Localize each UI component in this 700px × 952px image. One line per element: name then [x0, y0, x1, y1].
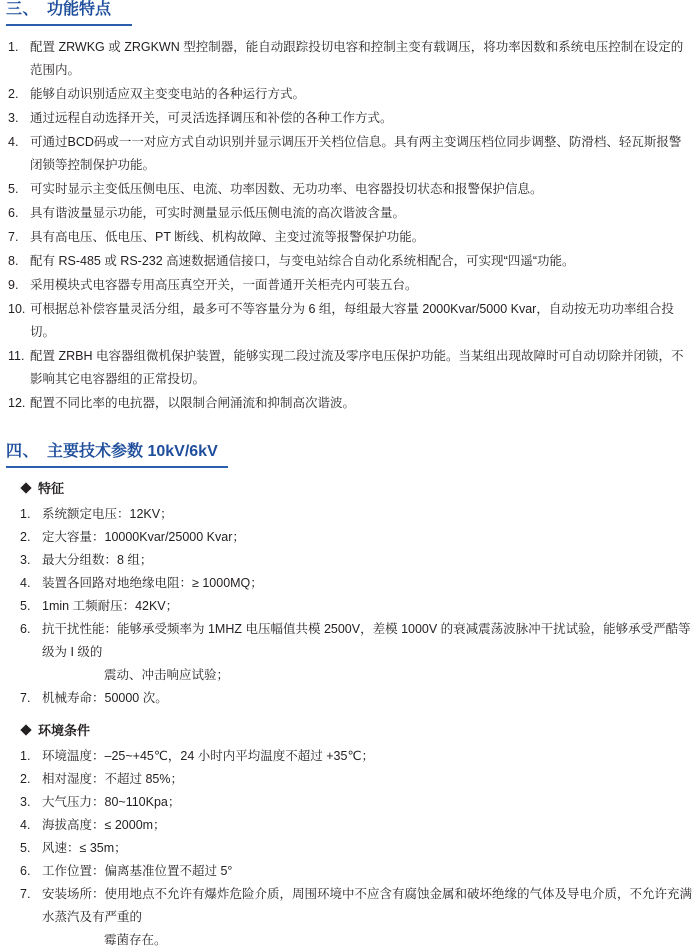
list-item [20, 618, 692, 687]
diamond-bullet-icon [20, 482, 31, 493]
list-item-text: 配有 RS-485 或 RS-232 高速数据通信接口，与变电站综合自动化系统相配合，可实现“四遥“功能。 [30, 254, 575, 268]
list-item-number: 1. [8, 40, 19, 54]
diamond-bullet-icon [20, 724, 31, 735]
list-item-number: 8. [8, 254, 19, 268]
list-item [20, 503, 692, 526]
list-item [20, 883, 692, 952]
list-item-text: 装置各回路对地绝缘电阻：≥ 1000MQ； [42, 576, 263, 590]
list-item-text: 通过远程自动选择开关，可灵活选择调压和补偿的各种工作方式。 [30, 111, 393, 125]
list-item-text: 环境温度：–25~+45℃，24 小时内平均温度不超过 +35℃； [42, 749, 374, 763]
features-list [0, 36, 700, 415]
subsection-heading-environment [0, 720, 700, 739]
list-item-number: 7. [20, 691, 31, 705]
list-item-text: 相对湿度：不超过 85%； [42, 772, 183, 786]
list-item-continuation: 霉菌存在。 [104, 933, 167, 947]
list-item [20, 745, 692, 768]
list-item [20, 860, 692, 883]
list-item-number: 5. [20, 841, 31, 855]
list-item-number: 7. [20, 887, 31, 901]
list-item-number: 5. [20, 599, 31, 613]
list-item-continuation: 震动、冲击响应试验； [104, 668, 230, 682]
list-item-text: 1min 工频耐压：42KV； [42, 599, 179, 613]
section-heading-specs [0, 442, 700, 462]
subsection-title: 环境条件 [38, 723, 91, 738]
list-item-number: 12. [8, 396, 26, 410]
list-item [8, 298, 692, 344]
list-item [8, 274, 692, 297]
list-item [8, 202, 692, 225]
list-item-number: 3. [20, 553, 31, 567]
list-item-text: 抗干扰性能：能够承受频率为 1MHZ 电压幅值共模 2500V，差模 1000V 的衰减震荡波脉冲干扰试验，能够承受严酷等级为 I 级的 [42, 622, 691, 659]
list-item [8, 107, 692, 130]
list-item-text: 机械寿命：50000 次。 [42, 691, 168, 705]
section-gap [0, 416, 700, 442]
list-item-number: 1. [20, 749, 31, 763]
list-item [20, 768, 692, 791]
list-item-number: 5. [8, 182, 19, 196]
section-heading-features [0, 0, 700, 20]
list-item-text: 具有谐波量显示功能，可实时测量显示低压侧电流的高次谐波含量。 [30, 206, 406, 220]
list-item-text: 系统额定电压：12KV； [42, 507, 173, 521]
list-item-number: 2. [20, 530, 31, 544]
list-item-number: 7. [8, 230, 19, 244]
list-item-number: 10. [8, 302, 26, 316]
list-item-number: 4. [8, 135, 19, 149]
list-item [20, 687, 692, 710]
list-item-text: 安装场所：使用地点不允许有爆炸危险介质，周围环境中不应含有腐蚀金属和破坏绝缘的气体及导电介质，不允许充满水蒸汽及有严重的 [42, 887, 693, 924]
list-item-text: 定大容量：10000Kvar/25000 Kvar； [42, 530, 245, 544]
list-item-number: 4. [20, 576, 31, 590]
list-item-text: 配置不同比率的电抗器，以限制合闸涌流和抑制高次谐波。 [30, 396, 356, 410]
list-item-text: 海拔高度：≤ 2000m； [42, 818, 166, 832]
list-item [20, 595, 692, 618]
list-item-text: 能够自动识别适应双主变变电站的各种运行方式。 [30, 87, 306, 101]
list-item-text: 配置 ZRWKG 或 ZRGKWN 型控制器，能自动跟踪投切电容和控制主变有载调压，将功率因数和系统电压控制在设定的范围内。 [30, 40, 684, 77]
list-item-number: 3. [20, 795, 31, 809]
list-item-number: 3. [8, 111, 19, 125]
list-item [8, 250, 692, 273]
section-title: 功能特点 [47, 1, 112, 18]
list-item [20, 526, 692, 549]
list-item-text: 可实时显示主变低压侧电压、电流、功率因数、无功功率、电容器投切状态和报警保护信息。 [30, 182, 543, 196]
list-item-number: 4. [20, 818, 31, 832]
list-item-text: 具有高电压、低电压、PT 断线、机构故障、主变过流等报警保护功能。 [30, 230, 425, 244]
list-item-number: 6. [20, 622, 31, 636]
list-item [20, 572, 692, 595]
list-item [8, 392, 692, 415]
subsection-title: 特征 [38, 481, 65, 496]
list-item-text: 可通过BCD码或一一对应方式自动识别并显示调压开关档位信息。具有两主变调压档位同步调整、防滑档、轻瓦斯报警闭锁等控制保护功能。 [30, 135, 682, 172]
list-item-text: 配置 ZRBH 电容器组微机保护装置，能够实现二段过流及零序电压保护功能。当某组出现故障时可自动切除并闭锁，不影响其它电容器组的正常投切。 [30, 349, 684, 386]
list-item [8, 178, 692, 201]
list-item [8, 83, 692, 106]
section-number: 三、 [6, 1, 40, 18]
list-item-number: 11. [8, 349, 25, 363]
list-item-number: 1. [20, 507, 31, 521]
list-item [8, 36, 692, 82]
list-item-number: 6. [20, 864, 31, 878]
subsection-heading-features [0, 478, 700, 497]
section-underline [6, 24, 132, 26]
list-item-number: 6. [8, 206, 19, 220]
section-title: 主要技术参数 10kV/6kV [47, 443, 218, 460]
spec-features-list [0, 503, 700, 710]
list-item-text: 工作位置：偏离基准位置不超过 5° [42, 864, 233, 878]
list-item-number: 2. [20, 772, 31, 786]
list-item [20, 549, 692, 572]
list-item [20, 814, 692, 837]
list-item-text: 风速：≤ 35m； [42, 841, 127, 855]
section-underline [6, 466, 228, 468]
spec-environment-list [0, 745, 700, 952]
list-item [8, 131, 692, 177]
list-item-number: 9. [8, 278, 19, 292]
list-item [8, 345, 692, 391]
list-item [8, 226, 692, 249]
list-item-number: 2. [8, 87, 19, 101]
list-item-text: 大气压力：80~110Kpa； [42, 795, 181, 809]
list-item-text: 可根据总补偿容量灵活分组，最多可不等容量分为 6 组，每组最大容量 2000Kvar/5000 Kvar，自动按无功功率组合投切。 [30, 302, 674, 339]
list-item [20, 791, 692, 814]
section-number: 四、 [6, 443, 40, 460]
list-item [20, 837, 692, 860]
list-item-text: 最大分组数：8 组； [42, 553, 153, 567]
list-item-text: 采用模块式电容器专用高压真空开关，一面普通开关柜壳内可装五台。 [30, 278, 418, 292]
